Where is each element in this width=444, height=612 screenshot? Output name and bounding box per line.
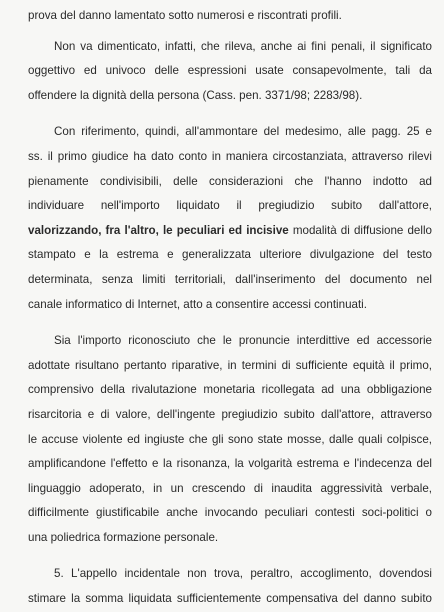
- text-span: modalità di diffusione dello: [288, 223, 432, 237]
- text-line: amplificandone l'effetto e la risonanza, la volgarità estrema e l'indecenza del: [28, 457, 432, 471]
- emphasized-text: valorizzando, fra l'altro, le peculiari ed incisive: [28, 223, 289, 237]
- text-line: oggettivo ed univoco delle espressioni usate consapevolmente, tali da: [28, 64, 432, 78]
- paragraph-2: [28, 35, 432, 109]
- text-line: Non va dimenticato, infatti, che rileva, anche ai fini penali, il significato: [54, 39, 432, 53]
- text-line: prova del danno lamentato sotto numerosi e riscontrati profili.: [28, 9, 342, 22]
- text-line: stampato e la estrema e generalizzata ulteriore divulgazione del testo: [28, 248, 432, 262]
- paragraph-1: [28, 4, 432, 29]
- text-line: pienamente condivisibili, delle considerazioni che l'hanno indotto ad: [28, 174, 432, 188]
- text-line: offendere la dignità della persona (Cass. pen. 3371/98; 2283/98).: [28, 88, 363, 102]
- text-line: risarcitoria e di valore, dell'ingente pregiudizio subito dall'attore, attraverso: [28, 407, 432, 421]
- paragraph-3: [28, 120, 432, 317]
- text-line: adottate risultano pertanto riparative, in termini di sufficiente equità il primo,: [28, 358, 432, 372]
- text-line: canale informatico di Internet, atto a consentire accessi continuati.: [28, 297, 367, 311]
- paragraph-5: [28, 562, 432, 611]
- text-line-emphasis: [28, 219, 432, 244]
- text-line: Con riferimento, quindi, all'ammontare del medesimo, alle pagg. 25 e: [54, 125, 432, 139]
- text-line: ss. il primo giudice ha dato conto in maniera circostanziata, attraverso rilevi: [28, 149, 432, 163]
- text-line: le accuse violente ed ingiuste che gli sono state mosse, dalle quali colpisce,: [28, 432, 432, 446]
- text-line: stimare la somma liquidata sufficientemente compensativa del danno subito: [28, 592, 432, 606]
- text-line: 5. L'appello incidentale non trova, peraltro, accoglimento, dovendosi: [54, 567, 432, 581]
- paragraph-4: [28, 329, 432, 550]
- text-line: Sia l'importo riconosciuto che le pronuncie interdittive ed accessorie: [54, 334, 432, 348]
- text-line: difficilmente giustificabile anche invocando peculiari contesti soci-politici o: [28, 506, 432, 520]
- text-line: determinata, senza limiti territoriali, dall'inserimento del documento nel: [28, 272, 432, 286]
- text-line: linguaggio adoperato, in un crescendo di inaudita aggressività verbale,: [28, 481, 432, 495]
- text-line: una poliedrica formazione personale.: [28, 530, 219, 544]
- text-line: individuare nell'importo liquidato il pregiudizio subito dall'attore,: [28, 199, 432, 213]
- text-line: comprensivo della rivalutazione monetaria ricollegata ad una obbligazione: [28, 383, 432, 397]
